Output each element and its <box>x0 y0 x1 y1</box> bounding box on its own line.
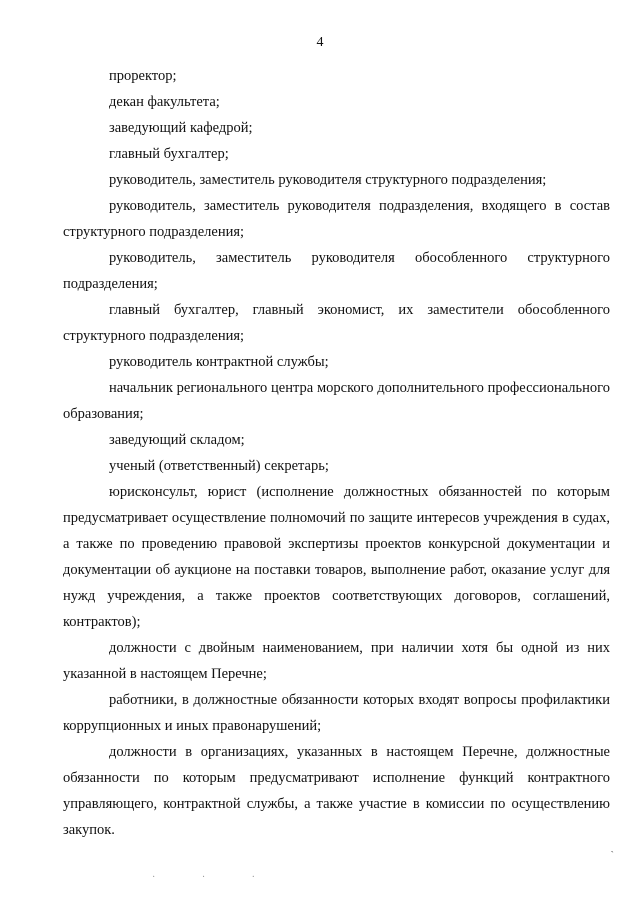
list-item: главный бухгалтер; <box>109 146 229 162</box>
list-item: юрисконсульт, юрист (исполнение должностных обязанностей по которым предусматривает осуществление полномочий по защите интересов учреждения в судах, а также по проведению правовой экспертизы проектов конкурсной документации и документации об аукционе на поставки товаров, выполнение работ, оказание услуг для нужд учреждения, а также проектов соответствующих договоров, соглашений, контрактов); <box>63 484 610 630</box>
list-item: заведующий кафедрой; <box>109 120 253 136</box>
list-item: заведующий складом; <box>109 432 245 448</box>
position-list <box>63 63 610 843</box>
list-item: декан факультета; <box>109 94 220 110</box>
page-number: 4 <box>316 35 324 50</box>
list-item: проректор; <box>109 68 177 84</box>
list-item: ученый (ответственный) секретарь; <box>109 458 329 474</box>
scan-artifact-dots: · · · <box>152 872 277 883</box>
list-item: начальник регионального центра морского дополнительного профессионального образования; <box>63 380 610 422</box>
list-item: работники, в должностные обязанности которых входят вопросы профилактики коррупционных и иных правонарушений; <box>63 692 610 734</box>
list-item: руководитель контрактной службы; <box>109 354 329 370</box>
list-item: должности в организациях, указанных в настоящем Перечне, должностные обязанности по которым предусматривают исполнение функций контрактного управляющего, контрактной службы, а также участие в комиссии по осуществлению закупок. <box>63 744 610 838</box>
list-item: должности с двойным наименованием, при наличии хотя бы одной из них указанной в настоящем Перечне; <box>63 640 610 682</box>
list-item: руководитель, заместитель руководителя структурного подразделения; <box>109 172 547 188</box>
scan-artifact-mark: ˎ <box>610 841 614 853</box>
list-item: главный бухгалтер, главный экономист, их заместители обособленного структурного подразделения; <box>63 302 610 344</box>
list-item: руководитель, заместитель руководителя обособленного структурного подразделения; <box>63 250 610 292</box>
list-item: руководитель, заместитель руководителя подразделения, входящего в состав структурного подразделения; <box>63 198 610 240</box>
